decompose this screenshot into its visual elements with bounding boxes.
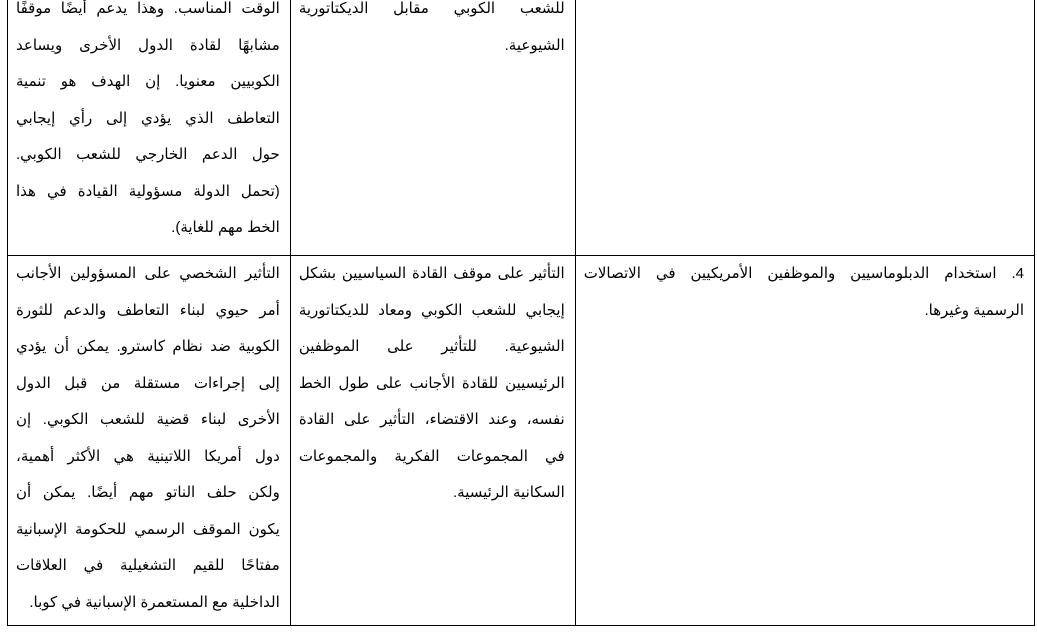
text-line: مشابهًا لقادة الدول الأخرى ويساعد <box>16 36 280 54</box>
text-line: الخط مهم للغاية). <box>171 219 280 236</box>
text-line: دول أمريكا اللاتينية هي الأكثر أهمية، <box>16 447 280 465</box>
text-line: الوقت المناسب. وهذا يدعم أيضًا موقفًا <box>16 0 280 17</box>
text-line: حول الدعم الخارجي للشعب الكوبي. <box>16 146 280 163</box>
text-line: الشيوعية. <box>504 36 565 54</box>
text-line: مفتاحًا للقيم التشغيلية في العلاقات <box>16 557 280 574</box>
text-line: (تحمل الدولة مسؤولية القيادة في هذا <box>16 182 280 200</box>
text-line: الرسمية وغيرها. <box>924 301 1024 319</box>
text-line: الرئيسيين للقادة الأجانب على طول الخط <box>298 374 565 392</box>
text-line: للشعب الكوبي مقابل الديكتاتورية <box>298 0 565 17</box>
table-cell-middle <box>290 256 575 626</box>
text-line: أمر حيوي لبناء التعاطف والدعم للثورة <box>16 301 280 319</box>
table-cell-left <box>8 256 291 626</box>
table-cell-right <box>575 256 1034 626</box>
text-line: إيجابي للشعب الكوبي ومعاد للديكتاتورية <box>298 301 565 319</box>
document-table <box>7 0 1035 626</box>
table-cell-middle <box>290 0 575 256</box>
table-row <box>8 256 1035 626</box>
text-line: إلى إجراءات مستقلة من قبل الدول <box>16 374 280 392</box>
text-line: الداخلية مع المستعمرة الإسبانية في كوبا. <box>29 593 280 611</box>
text-line: في المجموعات الفكرية والمجموعات <box>298 447 565 465</box>
text-line: 4. استخدام الدبلوماسيين والموظفين الأمريكيين في الاتصالات <box>583 265 1024 282</box>
text-line-spellcheck: الكوبيين معنويا. إن الهدف هو تنمية <box>16 73 280 90</box>
text-line: الشيوعية. للتأثير على الموظفين <box>298 338 565 355</box>
text-line: التعاطف الذي يؤدي إلى رأي إيجابي <box>16 109 280 127</box>
text-line: نفسه، وعند الاقتضاء، التأثير على القادة <box>298 411 565 428</box>
table-row <box>8 0 1035 256</box>
table-cell-right <box>575 0 1034 256</box>
text-line: ولكن حلف الناتو مهم أيضًا. يمكن أن <box>16 484 280 501</box>
table-cell-left <box>8 0 291 256</box>
text-line: يكون الموقف الرسمي للحكومة الإسبانية <box>16 520 280 538</box>
text-line: السكانية الرئيسية. <box>453 484 565 501</box>
text-line: الأخرى لبناء قضية للشعب الكوبي. إن <box>16 411 280 428</box>
text-line: التأثير الشخصي على المسؤولين الأجانب <box>16 265 280 282</box>
text-line: الكوبية ضد نظام كاسترو. يمكن أن يؤدي <box>16 338 280 355</box>
text-line: التأثير على موقف القادة السياسيين بشكل <box>298 265 565 282</box>
